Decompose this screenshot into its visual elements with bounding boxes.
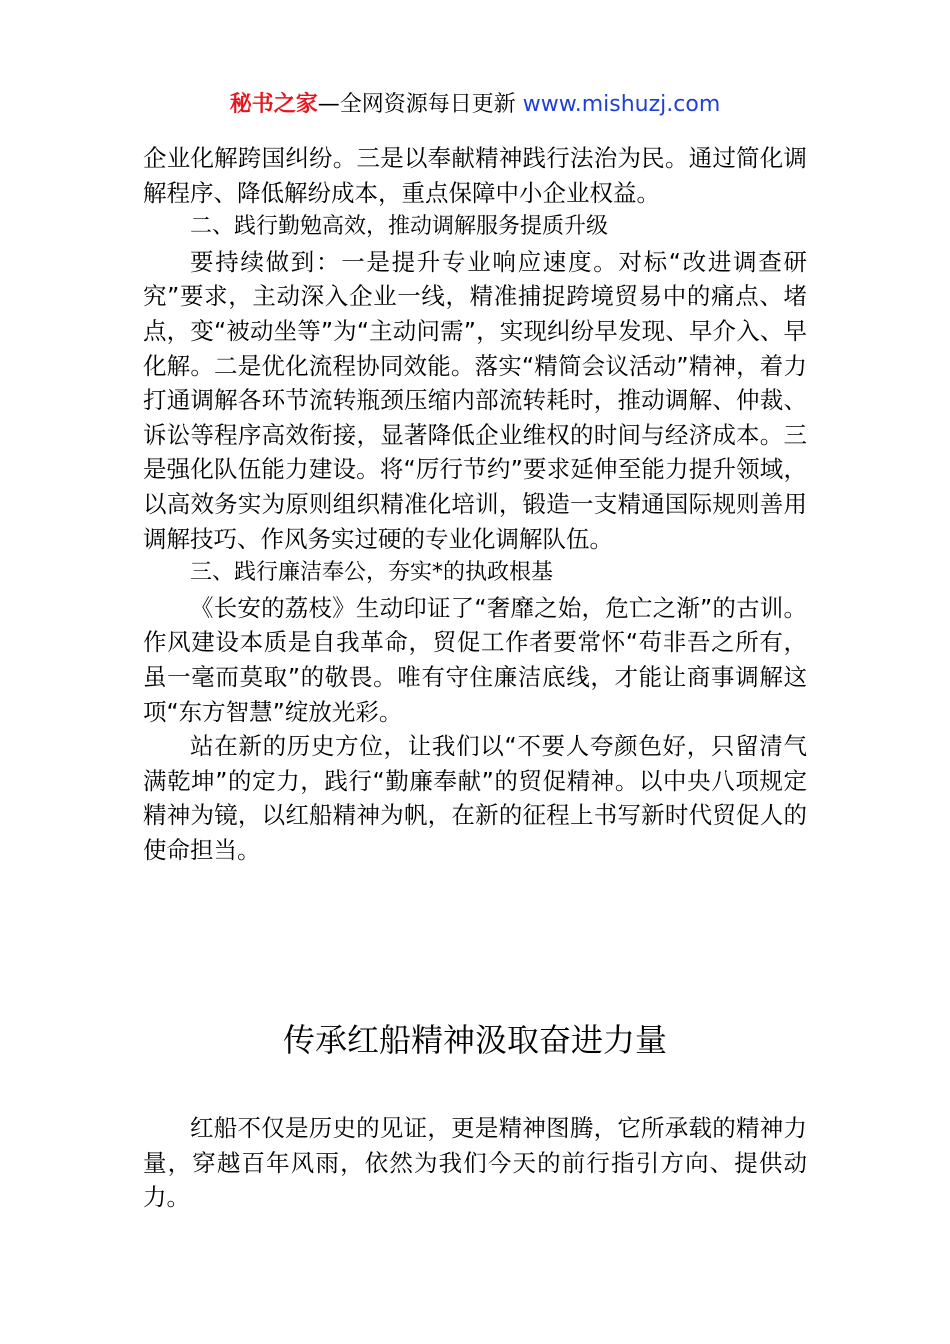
brand-name: 秘书之家	[229, 92, 318, 117]
section-heading-3: 三、践行廉洁奉公，夯实*的执政根基	[190, 560, 554, 586]
article-body	[143, 141, 807, 867]
site-url-link[interactable]: www.mishuzj.com	[522, 92, 721, 117]
header-tagline: —全网资源每日更新	[317, 92, 523, 117]
paragraph-section-3: 《长安的荔枝》生动印证了“奢靡之始，危亡之渐”的古训。作风建设本质是自我革命，贸促工作者要常怀“苟非吾之所有，虽一毫而莫取”的敬畏。唯有守住廉洁底线，才能让商事调解这项“东方智慧”绽放光彩。	[143, 593, 807, 726]
article-title: 传承红船精神汲取奋进力量	[282, 1021, 667, 1059]
site-header	[0, 88, 950, 122]
section-heading-2: 二、践行勤勉高效，推动调解服务提质升级	[190, 214, 609, 240]
paragraph-continuation: 企业化解跨国纠纷。三是以奉献精神践行法治为民。通过简化调解程序、降低解纷成本，重点保障中小企业权益。	[143, 144, 807, 207]
second-article-body	[143, 1111, 807, 1215]
paragraph-section-2: 要持续做到：一是提升专业响应速度。对标“改进调查研究”要求，主动深入企业一线，精准捕捉跨境贸易中的痛点、堵点，变“被动坐等”为“主动问需”，实现纠纷早发现、早介入、早化解。二是优化流程协同效能。落实“精简会议活动”精神，着力打通调解各环节流转瓶颈压缩内部流转耗时，推动调解、仲裁、诉讼等程序高效衔接，显著降低企业维权的时间与经济成本。三是强化队伍能力建设。将“厉行节约”要求延伸至能力提升领域，以高效务实为原则组织精准化培训，锻造一支精通国际规则善用调解技巧、作风务实过硬的专业化调解队伍。	[143, 247, 807, 553]
paragraph-conclusion: 站在新的历史方位，让我们以“不要人夸颜色好，只留清气满乾坤”的定力，践行“勤廉奉献”的贸促精神。以中央八项规定精神为镜，以红船精神为帆，在新的征程上书写新时代贸促人的使命担当。	[143, 732, 807, 864]
paragraph-intro: 红船不仅是历史的见证，更是精神图腾，它所承载的精神力量，穿越百年风雨，依然为我们今天的前行指引方向、提供动力。	[143, 1114, 807, 1212]
